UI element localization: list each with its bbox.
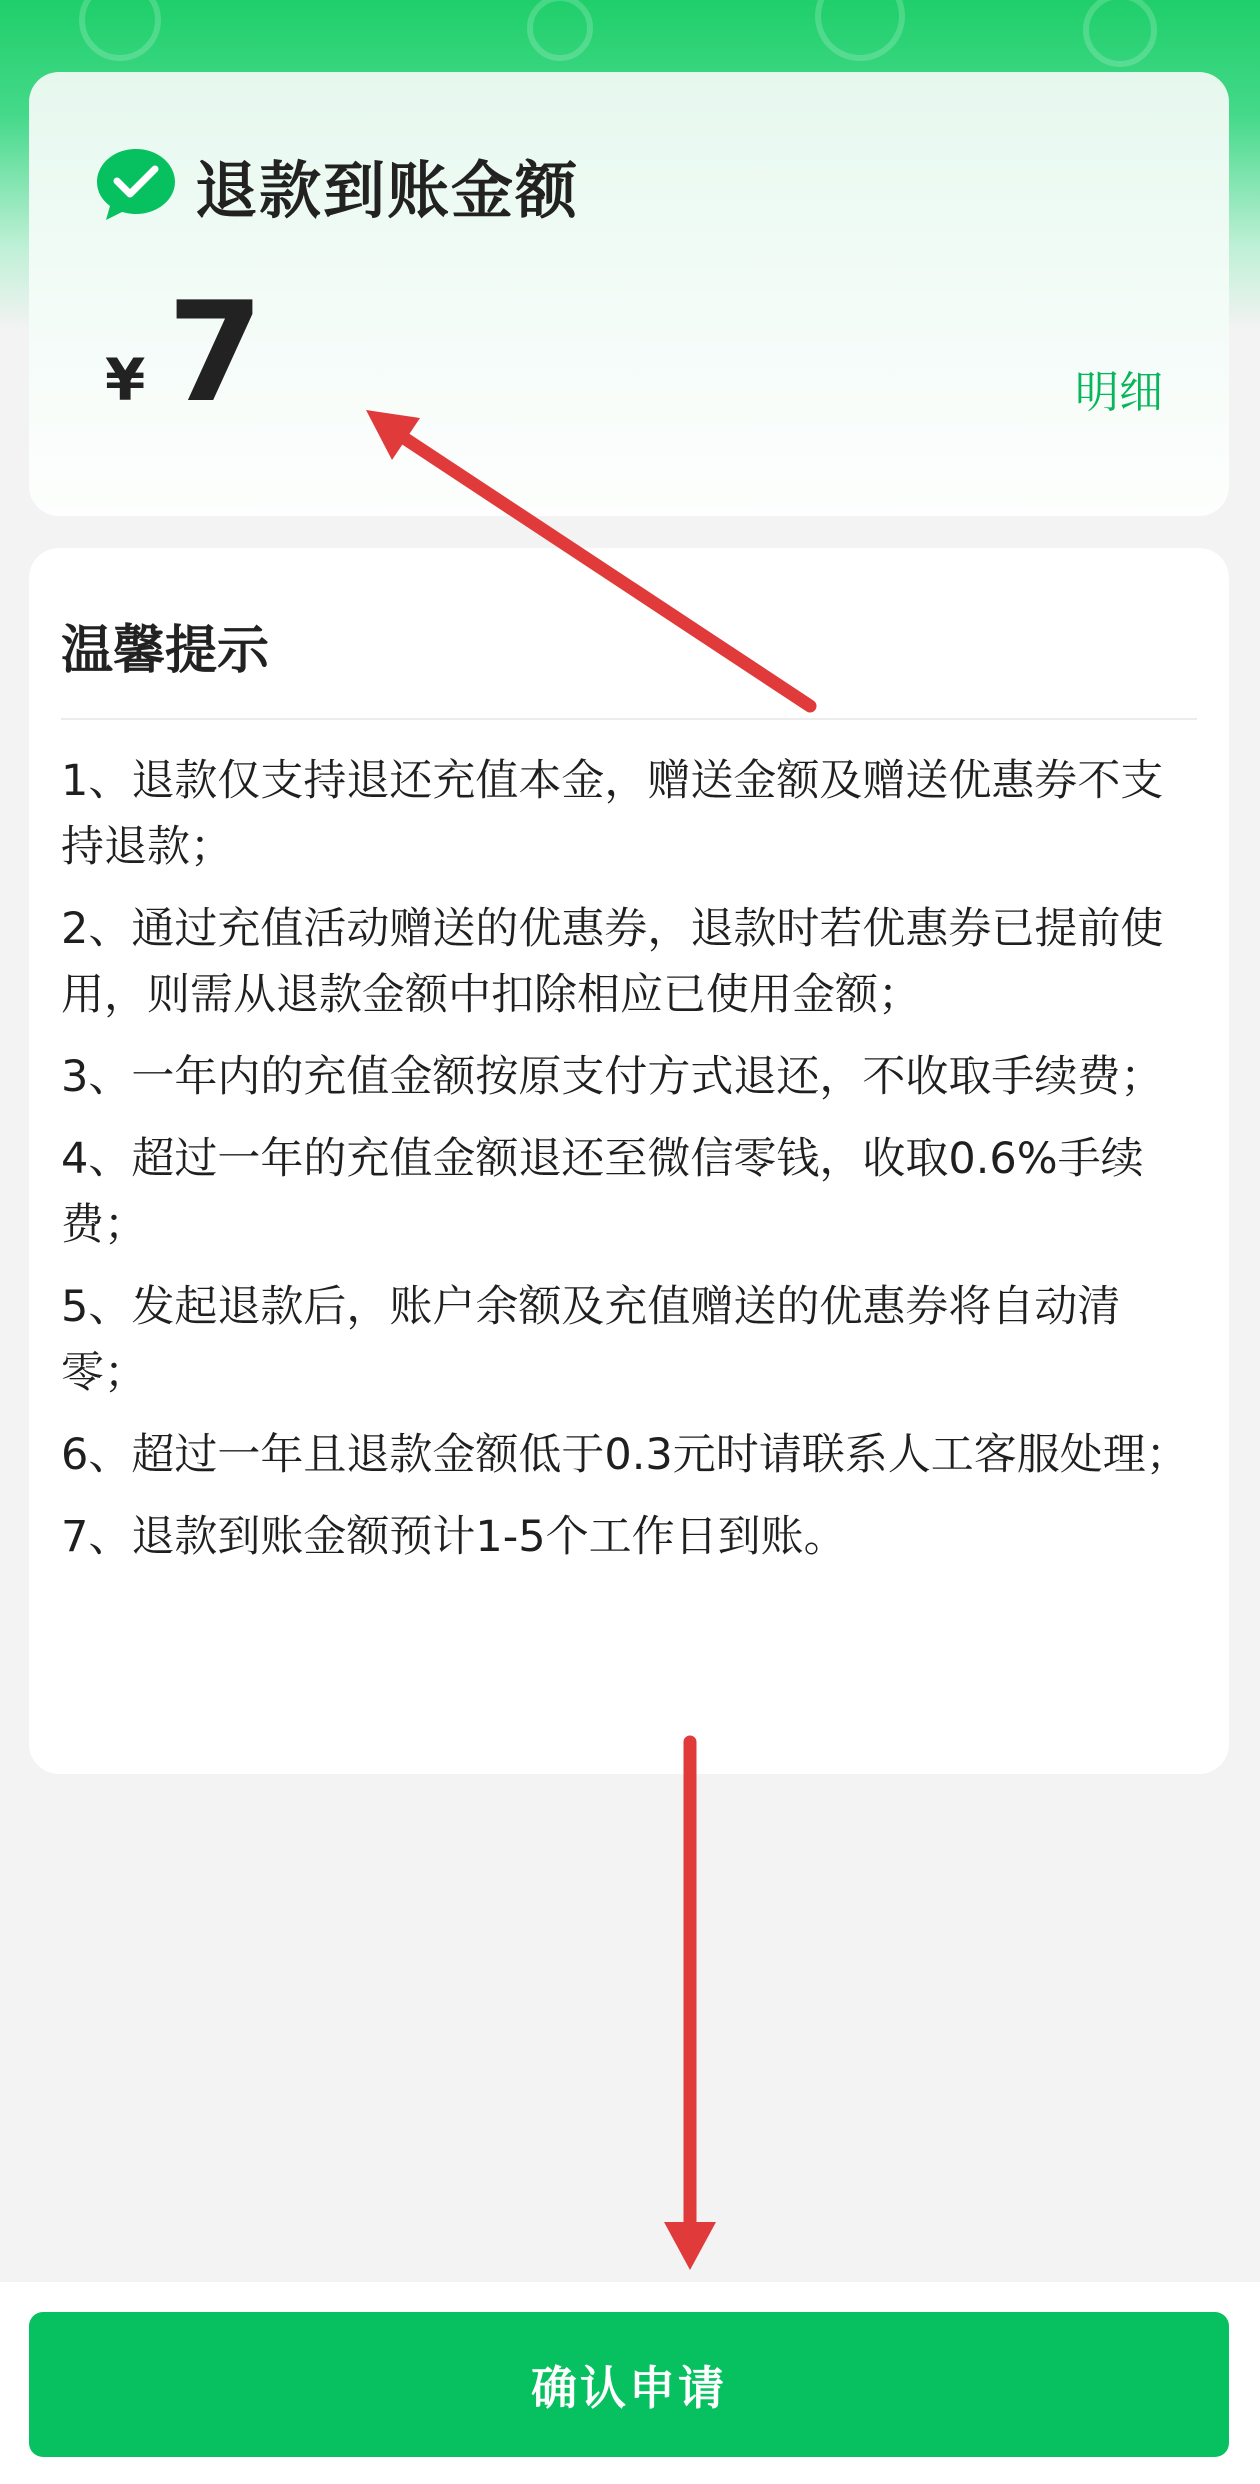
- tips-divider: [61, 718, 1197, 720]
- tip-item: 5、发起退款后，账户余额及充值赠送的优惠券将自动清零；: [61, 1282, 1121, 1398]
- amount-row: [105, 272, 264, 434]
- confirm-apply-button[interactable]: 确认申请: [29, 2312, 1229, 2457]
- amount-title: 退款到账金额: [195, 153, 580, 227]
- tips-list: [61, 748, 1199, 1586]
- refund-amount-card: [29, 72, 1229, 516]
- detail-link[interactable]: 明细: [1075, 367, 1163, 418]
- bottom-bar: [0, 2282, 1260, 2484]
- tips-title: 温馨提示: [61, 621, 270, 681]
- annotation-arrow-to-confirm: [664, 1742, 716, 2270]
- tips-card: [29, 548, 1229, 1774]
- tip-item: 2、通过充值活动赠送的优惠券，退款时若优惠券已提前使用，则需从退款金额中扣除相应已使用金额；: [61, 904, 1164, 1020]
- currency-symbol: ¥: [105, 346, 146, 414]
- amount-header: [93, 140, 579, 230]
- tip-item: 7、退款到账金额预计1-5个工作日到账。: [61, 1512, 847, 1562]
- tip-item: 6、超过一年且退款金额低于0.3元时请联系人工客服处理；: [61, 1430, 1189, 1480]
- tip-item: 3、一年内的充值金额按原支付方式退还，不收取手续费；: [61, 1052, 1164, 1102]
- refund-amount-value: 7: [167, 272, 264, 433]
- tip-item: 1、退款仅支持退还充值本金，赠送金额及赠送优惠券不支持退款；: [61, 756, 1164, 872]
- tip-item: 4、超过一年的充值金额退还至微信零钱，收取0.6%手续费；: [61, 1134, 1144, 1250]
- decorative-pattern: [0, 0, 1260, 70]
- wechat-icon: [93, 145, 179, 225]
